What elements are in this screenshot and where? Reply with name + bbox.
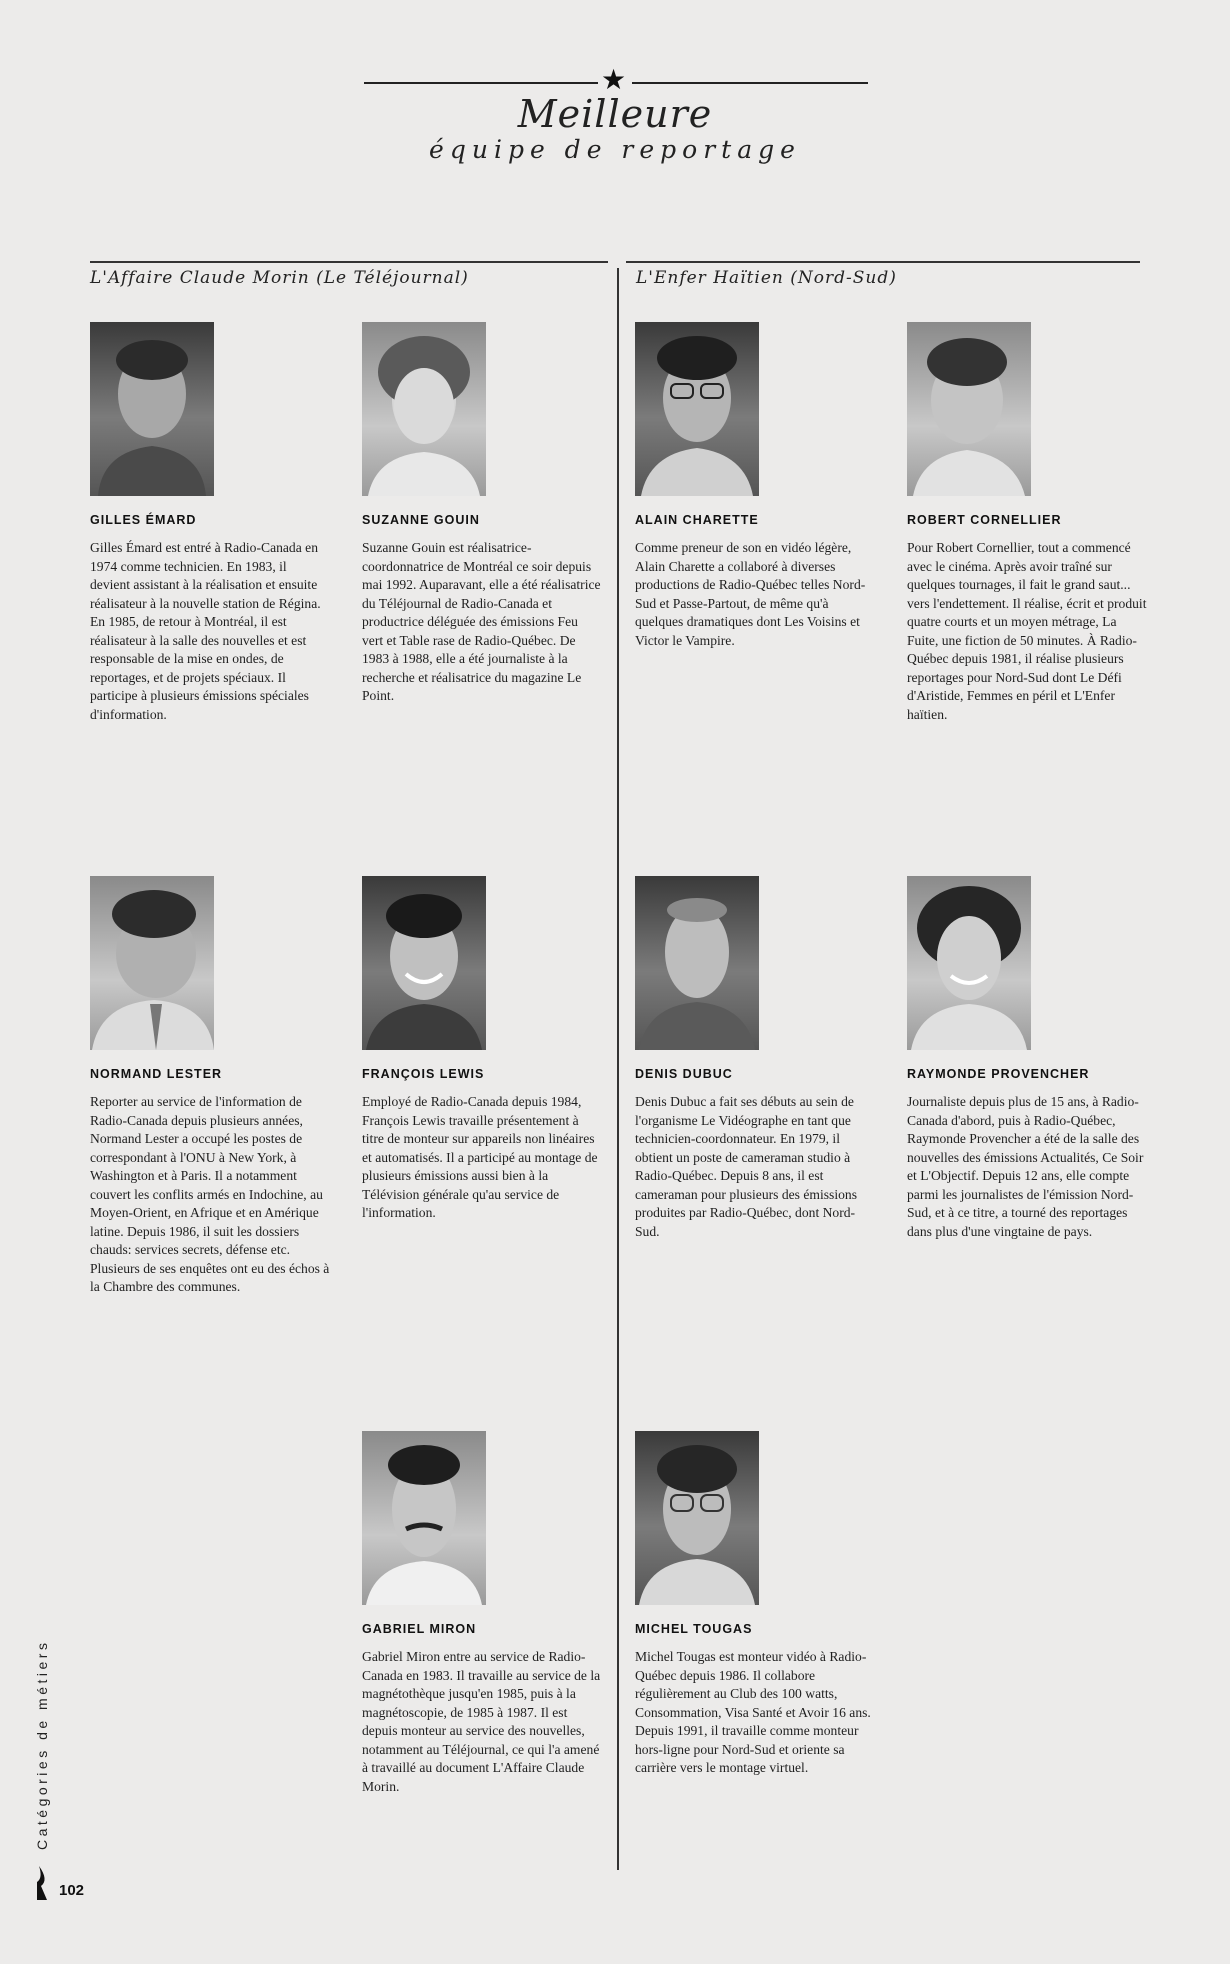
person-bio: Journaliste depuis plus de 15 ans, à Radio-Canada d'abord, puis à Radio-Québec, Raymonde Provencher a été de la salle des nouvelles des émissions Actualités, Ce Soir et L'Objectif. Depuis 12 ans, elle compte parmi les journalistes de l'émission Nord-Sud, et à ce titre, a tourné des reportages dans plus d'une vingtaine de pays. xyxy=(907,1094,1144,1239)
person-card xyxy=(362,876,602,1223)
portrait-photo xyxy=(635,1431,759,1605)
category-label: Catégories de métiers xyxy=(34,1639,50,1850)
person-card xyxy=(907,876,1147,1241)
portrait-photo xyxy=(90,322,214,496)
person-name: FRANÇOIS LEWIS xyxy=(362,1067,485,1081)
page-marker-icon xyxy=(37,1866,49,1900)
person-card xyxy=(90,322,330,724)
person-name: RAYMONDE PROVENCHER xyxy=(907,1067,1090,1081)
person-name: DENIS DUBUC xyxy=(635,1067,733,1081)
person-card xyxy=(362,1431,602,1796)
person-bio: Reporter au service de l'information de Radio-Canada depuis plusieurs années, Normand Lester a occupé les postes de correspondant à l'ONU à New York, à Washington et à Paris. Il a notamment couvert les conflits armés en Indochine, au Moyen-Orient, en Afrique et en Amérique latine. Depuis 1986, il suit les dossiers chauds: services secrets, défense etc. Plusieurs de ses enquêtes ont eu des échos à la Chambre des communes. xyxy=(90,1094,330,1294)
section-rule-left xyxy=(90,261,608,263)
portrait-photo xyxy=(635,322,759,496)
person-card xyxy=(635,1431,875,1778)
person-name: GABRIEL MIRON xyxy=(362,1622,477,1636)
person-bio: Employé de Radio-Canada depuis 1984, François Lewis travaille présentement à titre de monteur sur appareils non linéaires et automatisés. Il a participé au montage de plusieurs émissions aussi bien à la Télévision générale qu'au service de l'information. xyxy=(362,1094,598,1220)
person-name: SUZANNE GOUIN xyxy=(362,513,480,527)
person-bio: Gabriel Miron entre au service de Radio-Canada en 1983. Il travaille au service de la magnétothèque jusqu'en 1985, puis à la magnétoscopie, de 1985 à 1987. Il est depuis monteur au service des nouvelles, notamment au Téléjournal, ce qui l'a amené à travaillé au document L'Affaire Claude Morin. xyxy=(362,1649,601,1794)
person-bio: Michel Tougas est monteur vidéo à Radio-Québec depuis 1986. Il collabore régulièrement au Club des 100 watts, Consommation, Visa Santé et Avoir 16 ans. Depuis 1991, il travaille comme monteur hors-ligne pour Nord-Sud et oriente sa carrière vers le montage virtuel. xyxy=(635,1649,871,1775)
person-card xyxy=(635,322,875,650)
person-name: ALAIN CHARETTE xyxy=(635,513,759,527)
person-card xyxy=(90,876,330,1297)
portrait-photo xyxy=(362,876,486,1050)
page-subtitle: équipe de reportage xyxy=(429,135,801,164)
person-name: ROBERT CORNELLIER xyxy=(907,513,1062,527)
person-bio: Denis Dubuc a fait ses débuts au sein de l'organisme Le Vidéographe en tant que technicien-coordonnateur. En 1979, il obtient un poste de cameraman studio à Radio-Québec. Depuis 8 ans, il est cameraman pour plusieurs des émissions produites par Radio-Québec, dont Nord-Sud. xyxy=(635,1094,857,1239)
portrait-photo xyxy=(90,876,214,1050)
page-title: Meilleure xyxy=(517,92,713,136)
person-name: GILLES ÉMARD xyxy=(90,513,197,527)
person-name: MICHEL TOUGAS xyxy=(635,1622,753,1636)
portrait-photo xyxy=(907,322,1031,496)
person-card xyxy=(635,876,875,1241)
person-bio: Pour Robert Cornellier, tout a commencé avec le cinéma. Après avoir traîné sur quelques tournages, il fait le grand saut... vers l'endettement. Il réalise, écrit et produit quatre courts et un moyen métrage, La Fuite, une fiction de 50 minutes. À Radio-Québec depuis 1981, il réalise plusieurs reportages pour Nord-Sud dont Le Défi d'Aristide, Femmes en péril et L'Enfer haïtien. xyxy=(907,540,1147,722)
person-bio: Gilles Émard est entré à Radio-Canada en 1974 comme technicien. En 1983, il devient assistant à la réalisation et ensuite réalisateur à la nouvelle station de Régina. En 1985, de retour à Montréal, il est réalisateur à la salle des nouvelles et est responsable de la mise en ondes, de reportages, et de projets spéciaux. Il participe à plusieurs émissions spéciales d'information. xyxy=(90,540,321,722)
header-rule-right xyxy=(632,82,868,84)
portrait-photo xyxy=(635,876,759,1050)
portrait-photo xyxy=(907,876,1031,1050)
portrait-photo xyxy=(362,322,486,496)
person-name: NORMAND LESTER xyxy=(90,1067,223,1081)
header-rule-left xyxy=(364,82,598,84)
person-card xyxy=(907,322,1147,724)
person-bio: Comme preneur de son en vidéo légère, Alain Charette a collaboré à diverses productions de Radio-Québec telles Nord-Sud et Passe-Partout, de même qu'à quelques dramatiques dont Les Voisins et Victor le Vampire. xyxy=(635,540,866,648)
person-bio: Suzanne Gouin est réalisatrice-coordonnatrice de Montréal ce soir depuis mai 1992. Auparavant, elle a été réalisatrice du Téléjournal de Radio-Canada et productrice déléguée des émissions Feu vert et Table rase de Radio-Québec. De 1983 à 1988, elle a été journaliste à la recherche et réalisatrice du magazine Le Point. xyxy=(362,540,601,703)
portrait-photo xyxy=(362,1431,486,1605)
person-card xyxy=(362,322,602,706)
column-divider xyxy=(617,268,619,1870)
star-icon: ★ xyxy=(601,65,627,96)
section-title-right: L'Enfer Haïtien (Nord-Sud) xyxy=(636,268,897,288)
section-title-left: L'Affaire Claude Morin (Le Téléjournal) xyxy=(90,268,469,288)
page-number: 102 xyxy=(59,1882,85,1899)
section-rule-right xyxy=(626,261,1140,263)
